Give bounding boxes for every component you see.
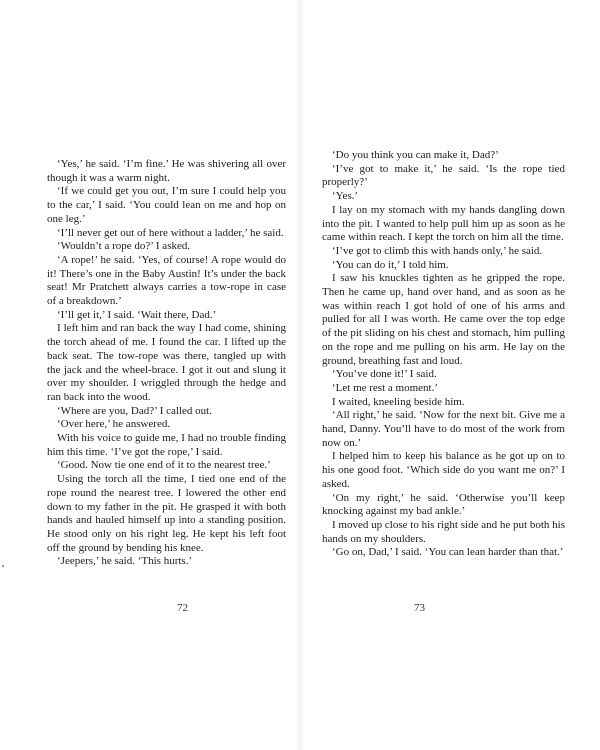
paragraph: Using the torch all the time, I tied one end of the rope round the nearest tree. I lowered the other end down to my father in the pit. He grasped it with both hands and hauled himself up into a standing position. He stood only on his right leg. He kept his left foot off the ground by bending his knee. <box>47 473 286 554</box>
paragraph: ‘I’ve got to make it,’ he said. ‘Is the rope tied properly?’ <box>322 162 565 189</box>
page-number: 73 <box>414 602 425 614</box>
left-page-text <box>47 158 286 569</box>
paragraph: ‘Let me rest a moment.’ <box>332 381 438 394</box>
paragraph: ‘Wouldn’t a rope do?’ I asked. <box>57 240 191 253</box>
paragraph: ‘If we could get you out, I’m sure I could help you to the car,’ I said. ‘You could lean on me and hop on one leg.’ <box>47 185 286 225</box>
paragraph: I saw his knuckles tighten as he gripped the rope. Then he came up, hand over hand, and as soon as he was within reach I got hold of one of his arms and pulled for all I was worth. He came over the top edge of the pit sliding on his chest and stomach, him pulling on the rope and me pulling on his arm. He lay on the ground, breathing fast and loud. <box>322 272 565 367</box>
paragraph: ‘Go on, Dad,’ I said. ‘You can lean harder than that.’ <box>332 546 564 559</box>
paragraph: ‘You’ve done it!’ I said. <box>332 368 437 381</box>
paragraph: ‘All right,’ he said. ‘Now for the next bit. Give me a hand, Danny. You’ll have to do most of the work from now on.’ <box>322 409 565 449</box>
paragraph: ‘You can do it,’ I told him. <box>332 258 449 271</box>
page-edge-mark <box>2 565 4 567</box>
paragraph: ‘Do you think you can make it, Dad?’ <box>332 149 499 161</box>
paragraph: ‘Over here,’ he answered. <box>57 418 171 431</box>
paragraph: ‘I’ve got to climb this with hands only,’ he said. <box>332 244 543 257</box>
paragraph: ‘A rope!’ he said. ‘Yes, of course! A rope would do it! There’s one in the Baby Austin! It’s under the back seat! Mr Pratchett always carries a tow-rope in case of a breakdown.’ <box>47 253 286 308</box>
paragraph: ‘I’ll get it,’ I said. ‘Wait there, Dad.’ <box>57 308 217 321</box>
paragraph: With his voice to guide me, I had no trouble finding him this time. ‘I’ve got the rope,’ I said. <box>47 432 286 458</box>
paragraph: ‘I’ll never get out of here without a ladder,’ he said. <box>57 226 284 239</box>
paragraph: I moved up close to his right side and he put both his hands on my shoulders. <box>322 518 565 545</box>
paragraph: I waited, kneeling beside him. <box>332 395 465 408</box>
paragraph: ‘Good. Now tie one end of it to the nearest tree.’ <box>57 459 271 472</box>
paragraph: ‘On my right,’ he said. ‘Otherwise you’ll keep knocking against my bad ankle.’ <box>322 491 565 518</box>
paragraph: I left him and ran back the way I had come, shining the torch ahead of me. I found the car. I lifted up the back seat. The tow-rope was there, tangled up with the jack and the wheel-brace. I got it out and slung it over my shoulder. I wriggled through the hedge and ran back into the wood. <box>47 322 286 403</box>
paragraph: ‘Jeepers,’ he said. ‘This hurts.’ <box>57 555 193 568</box>
paragraph: ‘Yes,’ he said. ‘I’m fine.’ He was shivering all over though it was a warm night. <box>47 158 286 184</box>
paragraph: I helped him to keep his balance as he got up on to his one good foot. ‘Which side do you want me on?’ I asked. <box>322 450 565 490</box>
paragraph: ‘Yes.’ <box>332 190 359 203</box>
paragraph: I lay on my stomach with my hands dangling down into the pit. I wanted to help pull him up as soon as he came within reach. I kept the torch on him all the time. <box>322 203 565 244</box>
paragraph: ‘Where are you, Dad?’ I called out. <box>57 404 212 417</box>
right-page <box>300 0 600 750</box>
page-number: 72 <box>177 602 188 614</box>
right-page-text <box>322 149 565 560</box>
